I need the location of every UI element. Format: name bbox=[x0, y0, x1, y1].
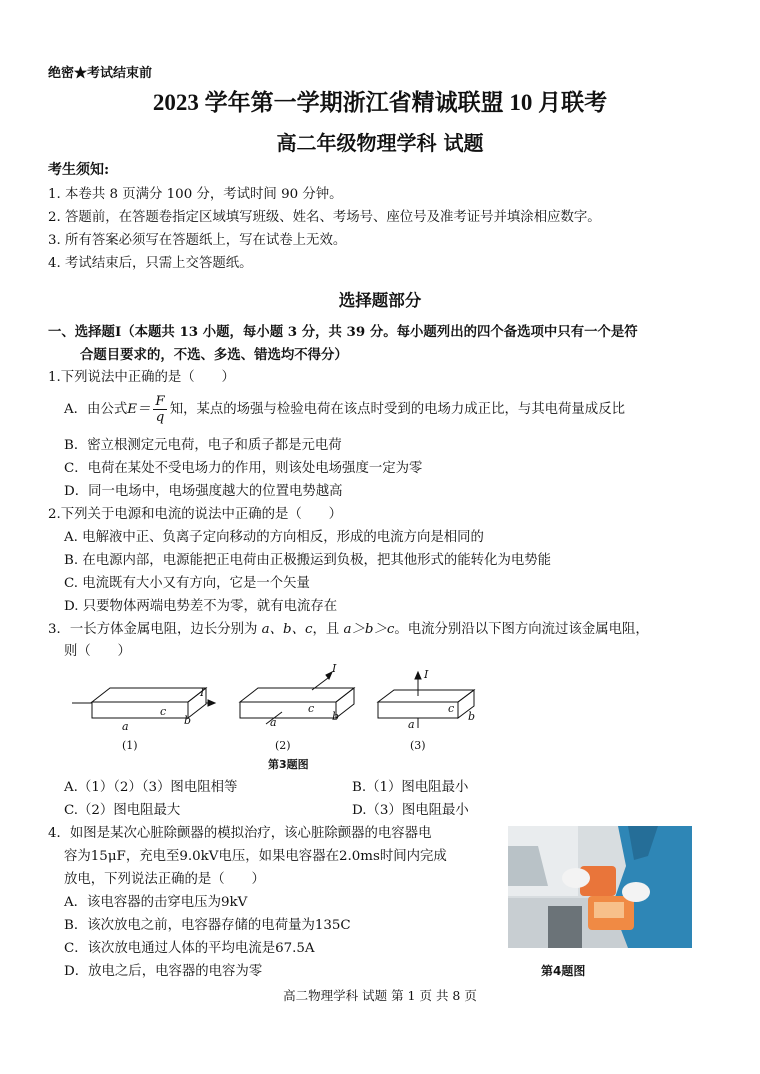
confidential-label: 绝密★考试结束前 bbox=[48, 66, 153, 81]
formula-denominator: q bbox=[155, 410, 165, 425]
box1-top-face bbox=[92, 688, 206, 702]
q3-option-d: D.（3）图电阻最小 bbox=[352, 803, 469, 818]
q2-option-a: A. 电解液中正、负离子定向移动的方向相反，形成的电流方向是相同的 bbox=[64, 530, 484, 545]
q3-stem-part: 3．一长方体金属电阻，边长分别为 bbox=[48, 622, 262, 637]
q1-a-prefix: A．由公式 bbox=[64, 402, 128, 417]
q2-option-c: C. 电流既有大小又有方向，它是一个矢量 bbox=[64, 576, 310, 591]
q4-stem-line2: 容为15μF，充电至9.0kV电压，如果电容器在2.0ms时间内完成 bbox=[64, 849, 447, 864]
box2-label-I: I bbox=[332, 662, 337, 675]
q2-option-d: D. 只要物体两端电势差不为零，就有电流存在 bbox=[64, 599, 338, 614]
formula-numerator: F bbox=[155, 394, 165, 409]
fig-number-2: (2) bbox=[275, 739, 291, 752]
box3-label-a: a bbox=[408, 718, 415, 731]
q3-figure-caption: 第3题图 bbox=[268, 758, 309, 771]
notice-item: 4. 考试结束后，只需上交答题纸。 bbox=[48, 256, 253, 271]
q3-stem-part: 。电流分别沿以下图方向流过该金属电阻， bbox=[394, 622, 649, 637]
box3-label-b: b bbox=[468, 710, 476, 723]
box2-label-b: b bbox=[332, 710, 340, 723]
box1-label-c: c bbox=[160, 705, 167, 718]
exam-title: 2023 学年第一学期浙江省精诚联盟 10 月联考 bbox=[152, 90, 608, 115]
notice-item: 3. 所有答案必须写在答题纸上，写在试卷上无效。 bbox=[48, 233, 347, 248]
box2-top-face bbox=[240, 688, 354, 702]
box3-front-face bbox=[378, 702, 458, 718]
q4-option-b: B．该次放电之前，电容器存储的电荷量为135C bbox=[64, 918, 351, 933]
notice-heading: 考生须知: bbox=[48, 162, 110, 178]
q3-option-a: A.（1）（2）（3）图电阻相等 bbox=[64, 780, 238, 795]
q3-figure bbox=[60, 660, 500, 775]
notice-item: 2. 答题前，在答题卷指定区域填写班级、姓名、考场号、座位号及准考证号并填涂相应数字。 bbox=[48, 210, 601, 225]
q3-variables: a、b、c bbox=[261, 622, 313, 637]
section-title: 选择题部分 bbox=[338, 291, 422, 310]
q1-option-b: B．密立根测定元电荷，电子和质子都是元电荷 bbox=[64, 438, 342, 453]
q4-option-d: D．放电之后，电容器的电容为零 bbox=[64, 964, 263, 979]
box1-front-face bbox=[92, 702, 188, 718]
box1-arrow bbox=[208, 700, 215, 706]
q3-stem-part: ，且 bbox=[312, 622, 344, 637]
q3-condition: a＞b＞c bbox=[343, 622, 395, 637]
q4-option-a: A．该电容器的击穿电压为9kV bbox=[64, 895, 248, 910]
q3-stem-line2: 则（ ） bbox=[64, 644, 131, 659]
box2-label-a: a bbox=[270, 716, 277, 729]
box3-label-c: c bbox=[448, 702, 455, 715]
q3-option-c: C.（2）图电阻最大 bbox=[64, 803, 181, 818]
q1-stem: 1.下列说法中正确的是（ ） bbox=[48, 370, 235, 385]
part1-instructions-line2: 合题目要求的，不选、多选、错选均不得分） bbox=[80, 347, 348, 363]
q4-option-c: C．该次放电通过人体的平均电流是67.5A bbox=[64, 941, 315, 956]
q1-option-a bbox=[64, 392, 625, 428]
box2-label-c: c bbox=[308, 702, 315, 715]
exam-subtitle: 高二年级物理学科 试题 bbox=[276, 131, 484, 155]
formula-fraction bbox=[153, 394, 166, 425]
box1-label-a: a bbox=[122, 720, 129, 733]
q3-option-b: B.（1）图电阻最小 bbox=[352, 780, 469, 795]
box1-label-b: b bbox=[184, 714, 192, 727]
defibrillator-photo bbox=[508, 826, 692, 948]
box2-front-face bbox=[240, 702, 336, 718]
box3-label-I: I bbox=[424, 668, 429, 681]
box1-label-I: I bbox=[200, 686, 205, 699]
q4-figure-caption: 第4题图 bbox=[541, 964, 586, 978]
q3-stem bbox=[48, 620, 649, 640]
q1-option-d: D．同一电场中，电场强度越大的位置电势越高 bbox=[64, 484, 343, 499]
fig-number-1: (1) bbox=[122, 739, 138, 752]
page-footer: 高二物理学科 试题 第 1 页 共 8 页 bbox=[283, 988, 477, 1003]
q1-a-lhs: E＝ bbox=[127, 402, 151, 417]
notice-item: 1. 本卷共 8 页满分 100 分，考试时间 90 分钟。 bbox=[48, 187, 343, 202]
q2-option-b: B. 在电源内部，电源能把正电荷由正极搬运到负极，把其他形式的能转化为电势能 bbox=[64, 553, 552, 568]
q4-stem-line3: 放电，下列说法正确的是（ ） bbox=[64, 872, 265, 887]
q2-stem: 2.下列关于电源和电流的说法中正确的是（ ） bbox=[48, 507, 342, 522]
q1-option-c: C．电荷在某处不受电场力的作用，则该处电场强度一定为零 bbox=[64, 461, 423, 476]
q1-a-suffix: 知，某点的场强与检验电荷在该点时受到的电场力成正比，与其电荷量成反比 bbox=[169, 402, 625, 417]
fig-number-3: (3) bbox=[410, 739, 426, 752]
part1-instructions-line1: 一、选择题Ⅰ（本题共 13 小题，每小题 3 分，共 39 分。每小题列出的四个备选项中只有一个是符 bbox=[48, 324, 638, 340]
q4-stem-line1: 4．如图是某次心脏除颤器的模拟治疗，该心脏除颤器的电容器电 bbox=[48, 826, 432, 841]
box3-arrow bbox=[415, 672, 421, 679]
